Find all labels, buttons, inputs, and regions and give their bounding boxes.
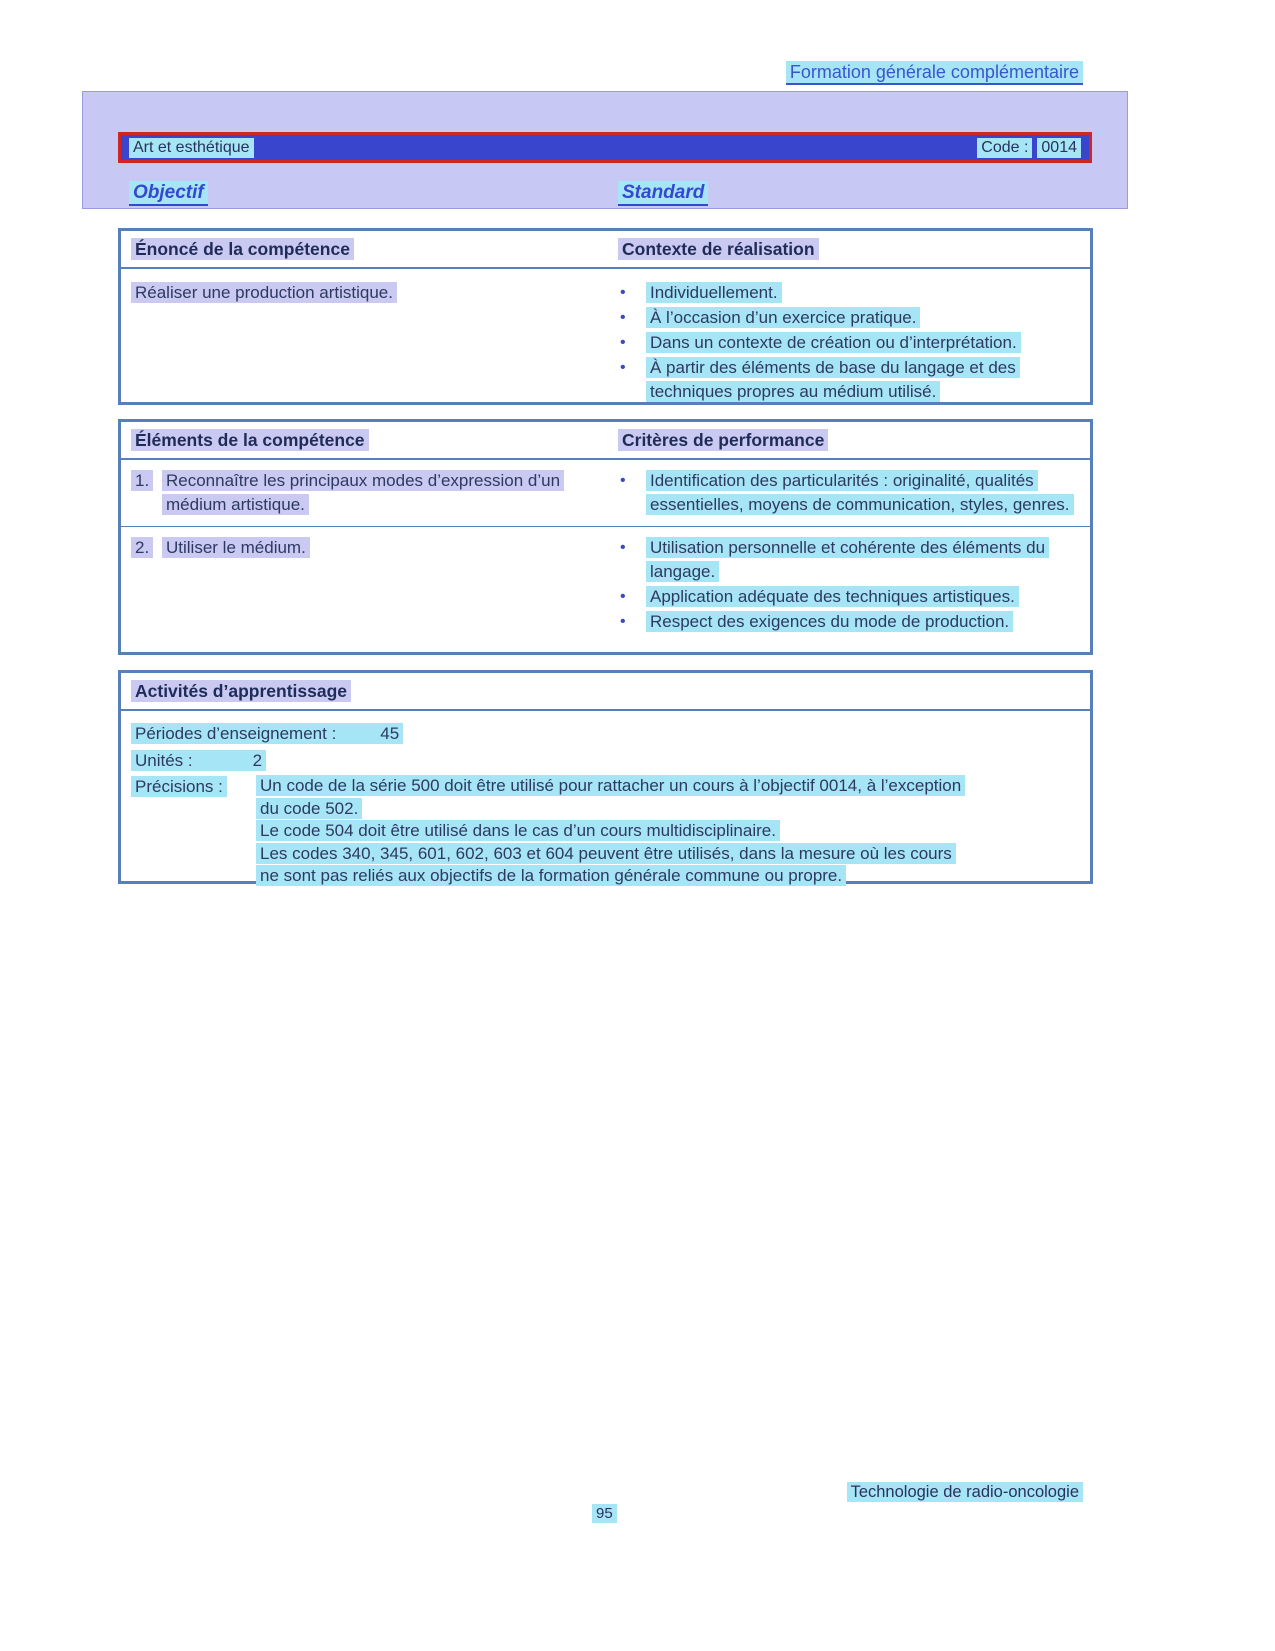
standard-heading <box>618 182 708 204</box>
elements-row-2 <box>121 527 1090 643</box>
tab-space <box>193 765 253 766</box>
objectif-heading-text: Objectif <box>129 181 208 206</box>
context-list <box>618 281 1080 404</box>
standard-heading-text: Standard <box>618 181 708 206</box>
precisions-line: Le code 504 doit être utilisé dans le cas d’un cours multidisciplinaire. <box>256 820 780 841</box>
activities-title-cell <box>121 681 1090 702</box>
bullet-icon: • <box>620 334 626 351</box>
periods-row <box>121 720 1090 747</box>
list-item <box>618 306 1080 330</box>
footer-text: Technologie de radio-oncologie <box>847 1482 1083 1502</box>
bullet-icon: • <box>620 613 626 630</box>
header-elements-text: Éléments de la compétence <box>131 429 369 451</box>
element-text: Reconnaître les principaux modes d’expression d’un médium artistique. <box>162 470 564 515</box>
units-value: 2 <box>252 751 263 770</box>
precisions-line: Un code de la série 500 doit être utilisé pour rattacher un cours à l’objectif 0014, à l’exception <box>256 775 965 796</box>
competence-table <box>118 228 1093 405</box>
criterion-text: Application adéquate des techniques artistiques. <box>646 586 1019 607</box>
precisions-label: Précisions : <box>131 776 227 797</box>
activities-table-body <box>121 711 1090 888</box>
course-title-bar <box>118 132 1092 163</box>
list-item <box>618 331 1080 355</box>
elements-table-header <box>121 422 1090 460</box>
bullet-icon: • <box>620 309 626 326</box>
context-item-text: Individuellement. <box>646 282 782 303</box>
criteria-list <box>618 536 1080 634</box>
element-cell <box>121 536 608 635</box>
elements-row-1 <box>121 460 1090 527</box>
competence-table-header <box>121 231 1090 269</box>
competence-statement-cell <box>121 281 608 405</box>
criteria-list <box>618 469 1080 517</box>
page-number-text: 95 <box>592 1504 617 1523</box>
criterion-text: Respect des exigences du mode de production. <box>646 611 1013 632</box>
context-item-text: Dans un contexte de création ou d’interprétation. <box>646 332 1021 353</box>
element-cell <box>121 469 608 518</box>
title-banner <box>82 91 1128 209</box>
header-enonce-text: Énoncé de la compétence <box>131 238 354 260</box>
header-contexte-realisation <box>608 239 1090 260</box>
bullet-icon: • <box>620 588 626 605</box>
code-value: 0014 <box>1037 138 1081 158</box>
criterion-text: Utilisation personnelle et cohérente des éléments du langage. <box>646 537 1049 582</box>
footer-program-name <box>847 1483 1083 1502</box>
context-item-text: À partir des éléments de base du langage et des techniques propres au médium utilisé. <box>646 357 1020 402</box>
criterion-text: Identification des particularités : originalité, qualités essentielles, moyens de communication, styles, genres. <box>646 470 1074 515</box>
context-list-cell <box>608 281 1090 405</box>
tab-space <box>336 738 380 739</box>
header-right-text: Formation générale complémentaire <box>786 61 1083 85</box>
list-item <box>618 469 1080 517</box>
units-label: Unités : <box>135 751 193 770</box>
bullet-icon: • <box>620 359 626 376</box>
periods-value: 45 <box>380 724 400 743</box>
code-label: Code : <box>977 138 1032 158</box>
bullet-icon: • <box>620 539 626 556</box>
list-item <box>618 536 1080 584</box>
elements-table <box>118 419 1093 655</box>
activities-table <box>118 670 1093 884</box>
precisions-line: ne sont pas reliés aux objectifs de la formation générale commune ou propre. <box>256 865 846 886</box>
page-header-right <box>786 62 1083 83</box>
bullet-icon: • <box>620 472 626 489</box>
objectif-heading <box>129 182 208 204</box>
header-criteres-performance <box>608 430 1090 451</box>
activities-table-header <box>121 673 1090 711</box>
precisions-line: Les codes 340, 345, 601, 602, 603 et 604 peuvent être utilisés, dans la mesure où les cours <box>256 843 956 864</box>
bullet-icon: • <box>620 284 626 301</box>
header-criteres-text: Critères de performance <box>618 429 828 451</box>
list-item <box>618 356 1080 404</box>
course-title: Art et esthétique <box>129 138 254 158</box>
context-item-text: À l’occasion d’un exercice pratique. <box>646 307 920 328</box>
header-contexte-text: Contexte de réalisation <box>618 238 819 260</box>
criteria-cell <box>608 469 1090 518</box>
header-enonce-competence <box>121 239 608 260</box>
units-row <box>121 747 1090 774</box>
list-item <box>618 610 1080 634</box>
precisions-row <box>121 775 1090 888</box>
element-text: Utiliser le médium. <box>162 537 310 558</box>
header-elements-competence <box>121 430 608 451</box>
competence-table-body <box>121 269 1090 405</box>
activities-title: Activités d’apprentissage <box>131 680 351 702</box>
list-item <box>618 281 1080 305</box>
precisions-text <box>256 775 1086 888</box>
criteria-cell <box>608 536 1090 635</box>
precisions-line: du code 502. <box>256 798 362 819</box>
competence-statement: Réaliser une production artistique. <box>131 282 397 303</box>
element-number: 2. <box>131 537 153 558</box>
list-item <box>618 585 1080 609</box>
course-code <box>977 138 1081 158</box>
element-number: 1. <box>131 470 153 491</box>
page-number <box>592 1505 617 1522</box>
periods-label: Périodes d’enseignement : <box>135 724 337 743</box>
